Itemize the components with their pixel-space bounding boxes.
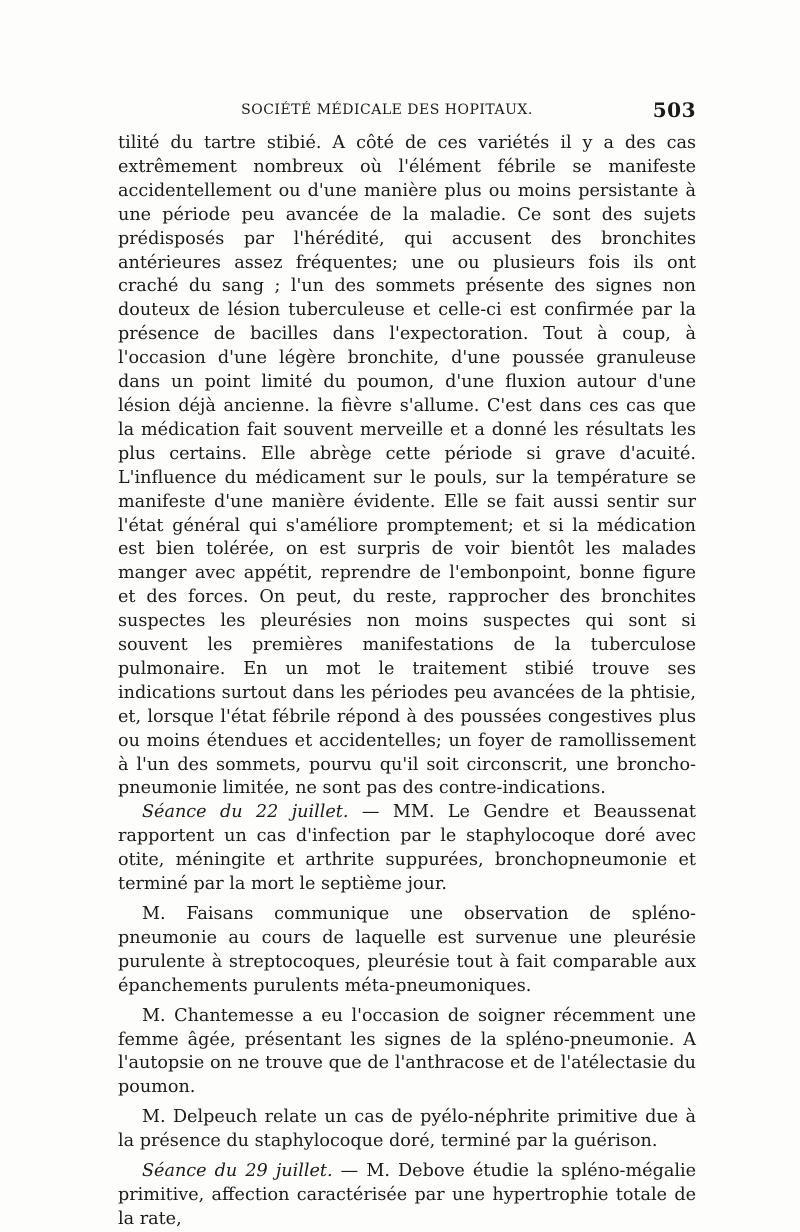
paragraph-antimony-treatment xyxy=(118,132,696,801)
paragraph-session-22-july xyxy=(118,801,696,897)
body-text xyxy=(118,132,696,1232)
running-title: SOCIÉTÉ MÉDICALE DES HOPITAUX. xyxy=(241,102,533,118)
paragraph-chantemesse xyxy=(118,1005,696,1101)
paragraph-delpeuch xyxy=(118,1106,696,1154)
paragraph-text: M. Faisans communique une observation de spléno-pneumonie au cours de laquelle est survenue une pleurésie purulente à streptocoques, pleurésie tout à fait comparable aux épanchements purulents méta-pneumoniques. xyxy=(118,904,696,996)
paragraph-text: — M. Debove étudie la spléno-mégalie primitive, affection caractérisée par une hypertrophie totale de la rate, xyxy=(118,1161,696,1229)
session-date: Séance du 22 juillet. xyxy=(142,802,349,823)
paragraph-text: — MM. Le Gendre et Beaussenat rapportent un cas d'infection par le staphylocoque doré avec otite, méningite et arthrite suppurées, bronchopneumonie et terminé par la mort le septième jour. xyxy=(118,802,696,895)
paragraph-text: M. Chantemesse a eu l'occasion de soigner récemment une femme âgée, présentant les signes de la spléno-pneumonie. A l'autopsie on ne trouve que de l'anthracose et de l'atélectasie du poumon. xyxy=(118,1005,696,1098)
paragraph-text: M. Delpeuch relate un cas de pyélo-néphrite primitive due à la présence du staphylocoque doré, terminé par la guérison. xyxy=(118,1107,696,1152)
session-date: Séance du 29 juillet. xyxy=(142,1161,333,1182)
running-head xyxy=(118,100,696,126)
paragraph-text: tilité du tartre stibié. A côté de ces variétés il y a des cas extrêmement nombreux où l'élément fébrile se manifeste accidentellement ou d'une manière plus ou moins persistante à une période peu avancée de la maladie. Ce sont des sujets prédisposés par l'hérédité, qui accusent des bronchites antérieures assez fréquentes; une ou plusieurs fois ils ont craché du sang ; l'un des sommets présente des signes non douteux de lésion tuberculeuse et celle-ci est confirmée par la présence de bacilles dans l'expectoration. Tout à coup, à l'occasion d'une légère bronchite, d'une poussée granuleuse dans un point limité du poumon, d'une fluxion autour d'une lésion déjà ancienne. la fièvre s'allume. C'est dans ces cas que la médication fait souvent merveille et a donné les résultats les plus certains. Elle abrège cette période si grave d'acuité. L'influence du médicament sur le pouls, sur la température se manifeste d'une manière évidente. Elle se fait aussi sentir sur l'état général qui s'améliore promptement; et si la médication est bien tolérée, on est surpris de voir bientôt les malades manger avec appétit, reprendre de l'embonpoint, bonne figure et des forces. On peut, du reste, rapprocher des bronchites suspectes les pleurésies non moins suspectes qui sont si souvent les premières manifestations de la tuberculose pulmonaire. En un mot le traitement stibié trouve ses indications surtout dans les périodes peu avancées de la phtisie, et, lorsque l'état fébrile répond à des poussées congestives plus ou moins étendues et accidentelles; un foyer de ramollissement à l'un des sommets, pourvu qu'il soit circonscrit, une broncho-pneumonie limitée, ne sont pas des contre-indications. xyxy=(118,133,696,799)
paragraph-faisans xyxy=(118,903,696,999)
paragraph-session-29-july xyxy=(118,1160,696,1232)
page-number: 503 xyxy=(652,98,696,122)
